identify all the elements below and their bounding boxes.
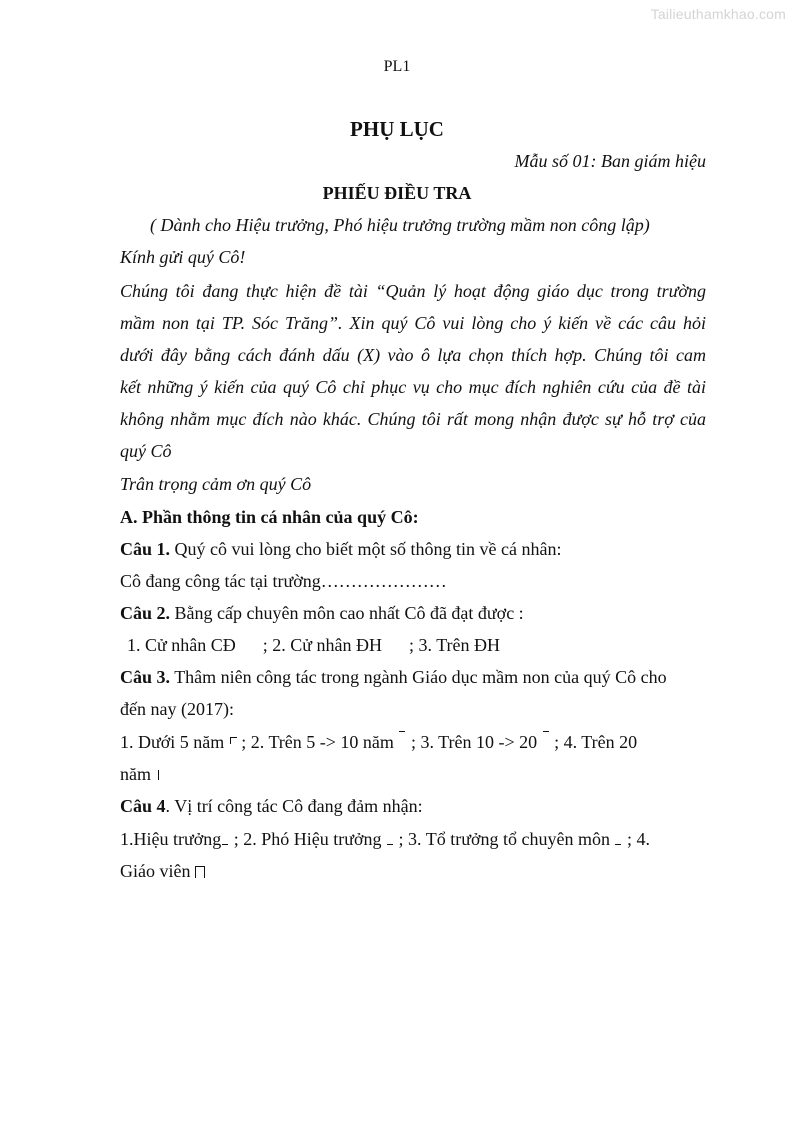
closing: Trân trọng cảm ơn quý Cô <box>120 474 312 494</box>
q3-option-4-cont[interactable]: năm <box>120 764 151 784</box>
question-2 <box>120 603 524 624</box>
q4-label: Câu 4 <box>120 796 166 816</box>
checkbox-icon[interactable] <box>614 834 622 845</box>
q1-text: Quý cô vui lòng cho biết một số thông tin về cá nhân: <box>170 539 562 559</box>
checkbox-icon[interactable] <box>221 834 229 845</box>
q1-field[interactable]: Cô đang công tác tại trường………………… <box>120 571 447 591</box>
checkbox-icon[interactable] <box>156 769 164 780</box>
q2-option-2[interactable]: ; 2. Cử nhân ĐH <box>262 635 383 655</box>
watermark: Tailieuthamkhao.com <box>650 6 786 22</box>
q3-option-4[interactable]: ; 4. Trên 20 <box>554 732 638 752</box>
intro-line-2: mầm non tại TP. Sóc Trăng”. Xin quý Cô vui lòng cho ý kiến về các câu hỏi <box>120 313 706 333</box>
q3-text: Thâm niên công tác trong ngành Giáo dục mầm non của quý Cô cho <box>170 667 667 687</box>
greeting: Kính gửi quý Cô! <box>120 247 246 267</box>
intro-line-6: quý Cô <box>120 441 172 461</box>
q3-options-cont <box>120 764 164 785</box>
q2-label: Câu 2. <box>120 603 171 623</box>
q4-option-4[interactable]: ; 4. <box>626 829 650 849</box>
q2-option-3[interactable]: ; 3. Trên ĐH <box>409 635 501 655</box>
q3-option-3[interactable]: ; 3. Trên 10 -> 20 <box>410 732 538 752</box>
checkbox-icon[interactable] <box>195 866 203 877</box>
q3-text-cont: đến nay (2017): <box>120 699 234 719</box>
q4-option-1[interactable]: 1.Hiệu trưởng <box>120 829 222 849</box>
q3-options <box>120 732 637 753</box>
intro-line-1: Chúng tôi đang thực hiện đề tài “Quản lý hoạt động giáo dục trong trường <box>120 281 706 301</box>
q2-text: Bằng cấp chuyên môn cao nhất Cô đã đạt được : <box>170 603 524 623</box>
q1-label: Câu 1. <box>120 539 171 559</box>
checkbox-icon[interactable] <box>542 737 550 748</box>
q3-option-1[interactable]: 1. Dưới 5 năm <box>120 732 225 752</box>
q4-option-3[interactable]: ; 3. Tổ trưởng tổ chuyên môn <box>398 829 610 849</box>
question-1 <box>120 539 561 560</box>
q4-text: . Vị trí công tác Cô đang đảm nhận: <box>165 796 423 816</box>
q4-options-cont <box>120 861 203 882</box>
q2-option-1[interactable]: 1. Cử nhân CĐ <box>127 635 236 655</box>
section-a-heading: A. Phần thông tin cá nhân của quý Cô: <box>120 507 419 527</box>
checkbox-icon[interactable] <box>386 834 394 845</box>
form-title: PHIẾU ĐIỀU TRA <box>322 183 472 203</box>
checkbox-icon[interactable] <box>398 737 406 748</box>
q3-label: Câu 3. <box>120 667 171 687</box>
q4-option-2[interactable]: ; 2. Phó Hiệu trưởng <box>233 829 382 849</box>
intro-line-4: kết những ý kiến của quý Cô chỉ phục vụ cho mục đích nghiên cứu của đề tài <box>120 377 706 397</box>
intro-line-5: không nhằm mục đích nào khác. Chúng tôi rất mong nhận được sự hỗ trợ của <box>120 409 706 429</box>
page-title: PHỤ LỤC <box>350 117 444 141</box>
intended-for: ( Dành cho Hiệu trưởng, Phó hiệu trưởng trường mầm non công lập) <box>150 215 650 235</box>
form-number: Mẫu số 01: Ban giám hiệu <box>514 151 706 171</box>
q4-options <box>120 829 650 850</box>
question-3 <box>120 667 667 688</box>
q3-option-2[interactable]: ; 2. Trên 5 -> 10 năm <box>241 732 394 752</box>
checkbox-icon[interactable] <box>229 737 237 748</box>
page-label: PL1 <box>383 58 411 75</box>
q2-options <box>127 635 500 656</box>
question-4 <box>120 796 423 817</box>
q4-option-4-cont[interactable]: Giáo viên <box>120 861 191 881</box>
intro-line-3: dưới đây bằng cách đánh dấu (X) vào ô lựa chọn thích hợp. Chúng tôi cam <box>120 345 706 365</box>
